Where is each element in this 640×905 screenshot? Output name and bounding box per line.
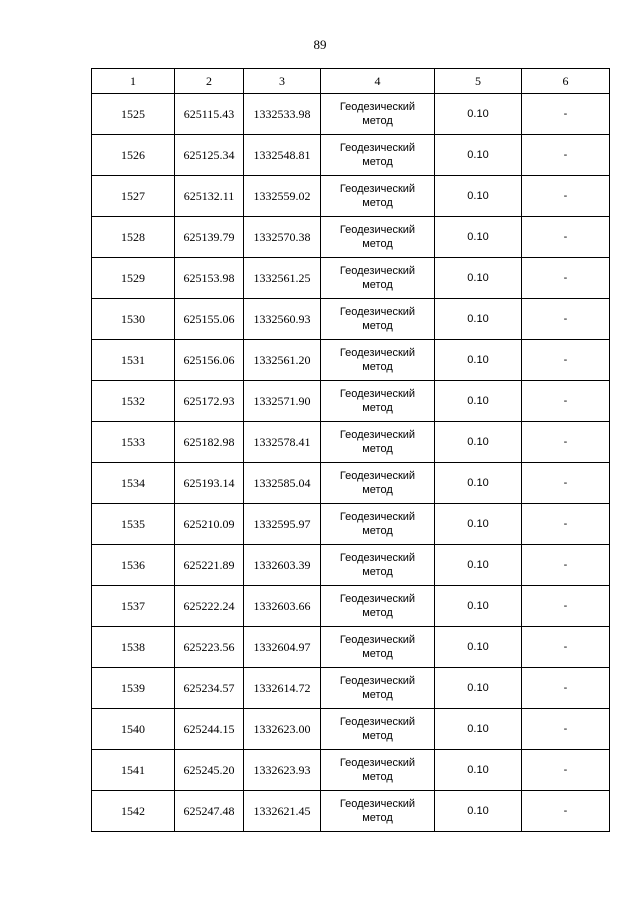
method-line-2: метод: [362, 197, 393, 209]
method-line-2: метод: [362, 730, 393, 742]
method-line-2: метод: [362, 361, 393, 373]
method-cell: [321, 627, 435, 668]
note-cell: -: [522, 422, 610, 463]
method-cell: [321, 791, 435, 832]
x-coordinate-cell: 625132.11: [175, 176, 244, 217]
note-cell: -: [522, 586, 610, 627]
table-row: [92, 586, 610, 627]
method-line-1: Геодезический: [339, 470, 416, 482]
table-body: [92, 94, 610, 832]
method-line-2: метод: [362, 525, 393, 537]
error-cell: 0.10: [435, 709, 522, 750]
table-row: [92, 463, 610, 504]
note-cell: -: [522, 668, 610, 709]
method-cell: [321, 422, 435, 463]
point-number-cell: 1536: [92, 545, 175, 586]
error-cell: 0.10: [435, 217, 522, 258]
error-cell: 0.10: [435, 791, 522, 832]
table-row: [92, 750, 610, 791]
note-cell: -: [522, 463, 610, 504]
table-row: [92, 422, 610, 463]
error-cell: 0.10: [435, 750, 522, 791]
method-line-2: метод: [362, 443, 393, 455]
note-cell: -: [522, 299, 610, 340]
method-line-2: метод: [362, 607, 393, 619]
column-header-1: 1: [92, 69, 175, 94]
note-cell: -: [522, 176, 610, 217]
method-cell: [321, 176, 435, 217]
method-line-1: Геодезический: [339, 224, 416, 236]
error-cell: 0.10: [435, 258, 522, 299]
x-coordinate-cell: 625182.98: [175, 422, 244, 463]
table-row: [92, 627, 610, 668]
table-row: [92, 340, 610, 381]
x-coordinate-cell: 625115.43: [175, 94, 244, 135]
table-row: [92, 709, 610, 750]
point-number-cell: 1528: [92, 217, 175, 258]
method-line-1: Геодезический: [339, 716, 416, 728]
method-cell: [321, 381, 435, 422]
x-coordinate-cell: 625125.34: [175, 135, 244, 176]
table-row: [92, 504, 610, 545]
x-coordinate-cell: 625244.15: [175, 709, 244, 750]
y-coordinate-cell: 1332561.25: [244, 258, 321, 299]
table-header-row: [92, 69, 610, 94]
method-line-1: Геодезический: [339, 101, 416, 113]
error-cell: 0.10: [435, 381, 522, 422]
point-number-cell: 1537: [92, 586, 175, 627]
table-row: [92, 299, 610, 340]
x-coordinate-cell: 625172.93: [175, 381, 244, 422]
method-line-1: Геодезический: [339, 183, 416, 195]
note-cell: -: [522, 258, 610, 299]
point-number-cell: 1531: [92, 340, 175, 381]
method-cell: [321, 94, 435, 135]
method-line-2: метод: [362, 320, 393, 332]
note-cell: -: [522, 709, 610, 750]
y-coordinate-cell: 1332614.72: [244, 668, 321, 709]
point-number-cell: 1534: [92, 463, 175, 504]
y-coordinate-cell: 1332623.00: [244, 709, 321, 750]
method-line-1: Геодезический: [339, 675, 416, 687]
table-row: [92, 791, 610, 832]
y-coordinate-cell: 1332603.39: [244, 545, 321, 586]
note-cell: -: [522, 791, 610, 832]
y-coordinate-cell: 1332623.93: [244, 750, 321, 791]
table-row: [92, 258, 610, 299]
x-coordinate-cell: 625156.06: [175, 340, 244, 381]
coordinates-table: [91, 68, 610, 832]
method-line-2: метод: [362, 689, 393, 701]
point-number-cell: 1525: [92, 94, 175, 135]
method-cell: [321, 709, 435, 750]
table-row: [92, 217, 610, 258]
note-cell: -: [522, 545, 610, 586]
method-cell: [321, 340, 435, 381]
y-coordinate-cell: 1332559.02: [244, 176, 321, 217]
error-cell: 0.10: [435, 668, 522, 709]
error-cell: 0.10: [435, 545, 522, 586]
point-number-cell: 1542: [92, 791, 175, 832]
method-line-1: Геодезический: [339, 593, 416, 605]
error-cell: 0.10: [435, 627, 522, 668]
error-cell: 0.10: [435, 422, 522, 463]
method-line-1: Геодезический: [339, 798, 416, 810]
method-line-2: метод: [362, 484, 393, 496]
x-coordinate-cell: 625155.06: [175, 299, 244, 340]
column-header-5: 5: [435, 69, 522, 94]
method-line-2: метод: [362, 115, 393, 127]
note-cell: -: [522, 217, 610, 258]
y-coordinate-cell: 1332570.38: [244, 217, 321, 258]
y-coordinate-cell: 1332560.93: [244, 299, 321, 340]
point-number-cell: 1529: [92, 258, 175, 299]
x-coordinate-cell: 625221.89: [175, 545, 244, 586]
method-cell: [321, 545, 435, 586]
method-line-2: метод: [362, 566, 393, 578]
method-cell: [321, 299, 435, 340]
point-number-cell: 1540: [92, 709, 175, 750]
method-line-2: метод: [362, 238, 393, 250]
table-row: [92, 668, 610, 709]
method-line-2: метод: [362, 156, 393, 168]
error-cell: 0.10: [435, 463, 522, 504]
x-coordinate-cell: 625153.98: [175, 258, 244, 299]
x-coordinate-cell: 625245.20: [175, 750, 244, 791]
method-line-1: Геодезический: [339, 306, 416, 318]
method-line-1: Геодезический: [339, 634, 416, 646]
y-coordinate-cell: 1332571.90: [244, 381, 321, 422]
y-coordinate-cell: 1332603.66: [244, 586, 321, 627]
table-row: [92, 135, 610, 176]
method-cell: [321, 586, 435, 627]
method-line-1: Геодезический: [339, 429, 416, 441]
note-cell: -: [522, 750, 610, 791]
point-number-cell: 1539: [92, 668, 175, 709]
method-line-2: метод: [362, 771, 393, 783]
note-cell: -: [522, 627, 610, 668]
note-cell: -: [522, 504, 610, 545]
method-cell: [321, 258, 435, 299]
page-number: 89: [313, 37, 327, 52]
note-cell: -: [522, 381, 610, 422]
method-line-1: Геодезический: [339, 757, 416, 769]
y-coordinate-cell: 1332578.41: [244, 422, 321, 463]
y-coordinate-cell: 1332585.04: [244, 463, 321, 504]
method-line-2: метод: [362, 648, 393, 660]
column-header-3: 3: [244, 69, 321, 94]
point-number-cell: 1532: [92, 381, 175, 422]
method-line-1: Геодезический: [339, 265, 416, 277]
point-number-cell: 1541: [92, 750, 175, 791]
error-cell: 0.10: [435, 586, 522, 627]
note-cell: -: [522, 94, 610, 135]
y-coordinate-cell: 1332548.81: [244, 135, 321, 176]
column-header-2: 2: [175, 69, 244, 94]
table-row: [92, 176, 610, 217]
method-line-1: Геодезический: [339, 142, 416, 154]
method-cell: [321, 504, 435, 545]
column-header-6: 6: [522, 69, 610, 94]
method-line-1: Геодезический: [339, 511, 416, 523]
note-cell: -: [522, 135, 610, 176]
note-cell: -: [522, 340, 610, 381]
error-cell: 0.10: [435, 135, 522, 176]
method-line-1: Геодезический: [339, 388, 416, 400]
method-line-1: Геодезический: [339, 552, 416, 564]
point-number-cell: 1533: [92, 422, 175, 463]
table-row: [92, 545, 610, 586]
error-cell: 0.10: [435, 299, 522, 340]
method-line-2: метод: [362, 402, 393, 414]
x-coordinate-cell: 625222.24: [175, 586, 244, 627]
column-header-4: 4: [321, 69, 435, 94]
y-coordinate-cell: 1332621.45: [244, 791, 321, 832]
y-coordinate-cell: 1332533.98: [244, 94, 321, 135]
method-cell: [321, 750, 435, 791]
method-cell: [321, 217, 435, 258]
error-cell: 0.10: [435, 176, 522, 217]
error-cell: 0.10: [435, 504, 522, 545]
table-row: [92, 94, 610, 135]
x-coordinate-cell: 625223.56: [175, 627, 244, 668]
x-coordinate-cell: 625234.57: [175, 668, 244, 709]
y-coordinate-cell: 1332561.20: [244, 340, 321, 381]
y-coordinate-cell: 1332595.97: [244, 504, 321, 545]
method-line-1: Геодезический: [339, 347, 416, 359]
method-cell: [321, 668, 435, 709]
error-cell: 0.10: [435, 94, 522, 135]
point-number-cell: 1530: [92, 299, 175, 340]
x-coordinate-cell: 625247.48: [175, 791, 244, 832]
y-coordinate-cell: 1332604.97: [244, 627, 321, 668]
error-cell: 0.10: [435, 340, 522, 381]
point-number-cell: 1535: [92, 504, 175, 545]
point-number-cell: 1538: [92, 627, 175, 668]
method-line-2: метод: [362, 279, 393, 291]
x-coordinate-cell: 625210.09: [175, 504, 244, 545]
method-cell: [321, 135, 435, 176]
method-line-2: метод: [362, 812, 393, 824]
table-row: [92, 381, 610, 422]
x-coordinate-cell: 625139.79: [175, 217, 244, 258]
point-number-cell: 1526: [92, 135, 175, 176]
point-number-cell: 1527: [92, 176, 175, 217]
x-coordinate-cell: 625193.14: [175, 463, 244, 504]
method-cell: [321, 463, 435, 504]
